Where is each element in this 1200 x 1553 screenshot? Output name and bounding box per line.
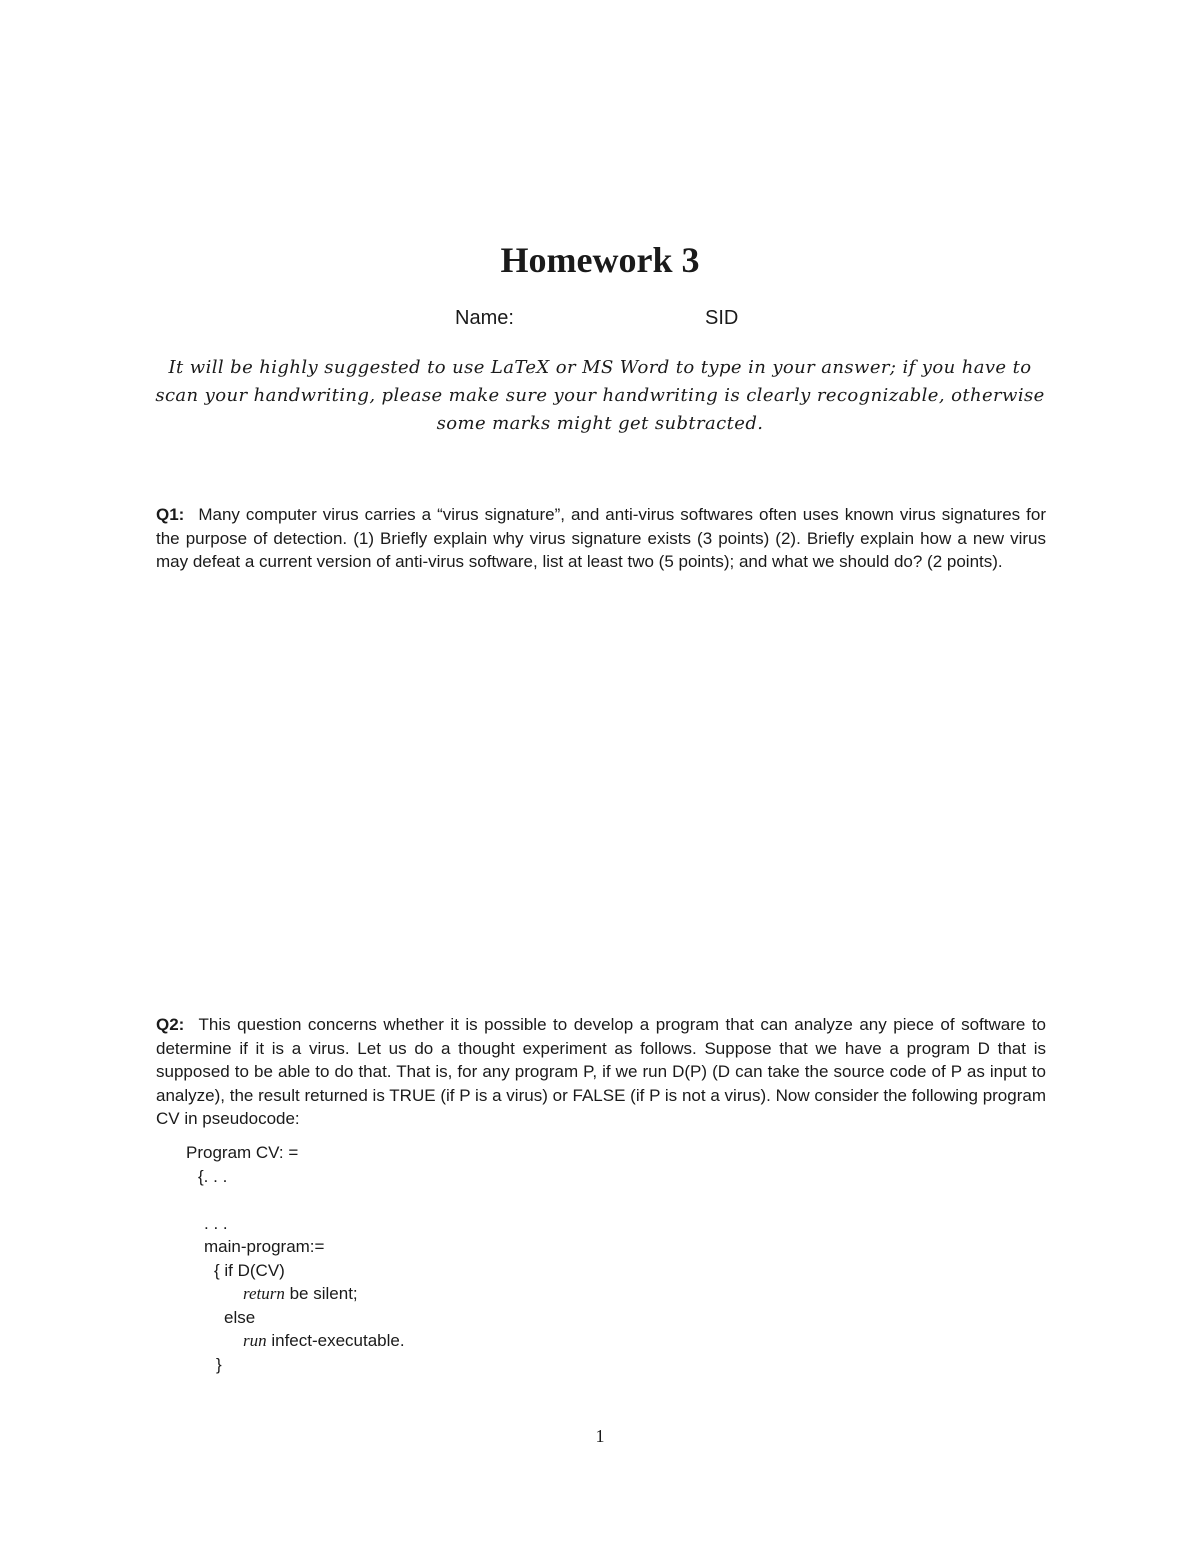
return-keyword: return (243, 1284, 285, 1303)
code-line (186, 1282, 686, 1306)
code-line: { if D(CV) (214, 1260, 285, 1280)
code-line: main-program:= (204, 1237, 325, 1256)
code-line (186, 1329, 686, 1353)
code-line: {. . . (198, 1166, 228, 1186)
name-label: Name: (455, 307, 514, 329)
question-1 (156, 503, 1046, 574)
code-gap (186, 1188, 686, 1212)
code-line: . . . (204, 1213, 228, 1233)
question-1-text: Many computer virus carries a “virus signature”, and anti-virus softwares often uses known virus signatures for the purpose of detection. (1) Briefly explain why virus signature exists (3 points) (2). Briefly explain how a new virus may defeat a current version of anti-virus software, list at least two (5 points); and what we should do? (2 points). (156, 505, 1046, 571)
code-line: } (216, 1354, 222, 1374)
code-line-text: infect-executable. (266, 1331, 405, 1350)
question-2-text: This question concerns whether it is possible to develop a program that can analyze any piece of software to determine if it is a virus. Let us do a thought experiment as follows. Suppose that we have a program D that is supposed to be able to do that. That is, for any program P, if we run D(P) (D can take the source code of P as input to analyze), the result returned is TRUE (if P is a virus) or FALSE (if P is not a virus). Now consider the following program CV in pseudocode: (156, 1015, 1047, 1128)
code-line-text: be silent; (284, 1284, 358, 1303)
run-keyword: run (243, 1331, 267, 1350)
code-line: else (224, 1307, 256, 1327)
pseudocode-block (186, 1141, 686, 1376)
submission-note: It will be highly suggested to use LaTeX or MS Word to type in your answer; if you have to scan your handwriting, please make sure your handwriting is clearly recognizable, otherwise some marks might get subtracted. (155, 357, 1045, 434)
sid-label: SID (705, 307, 739, 329)
page-title: Homework 3 (500, 240, 700, 280)
page-number: 1 (595, 1426, 605, 1446)
code-line: Program CV: = (186, 1143, 299, 1162)
question-2 (156, 1013, 1046, 1131)
question-1-label: Q1: (156, 505, 185, 524)
name-sid-row (0, 307, 1200, 337)
question-2-label: Q2: (156, 1015, 185, 1034)
